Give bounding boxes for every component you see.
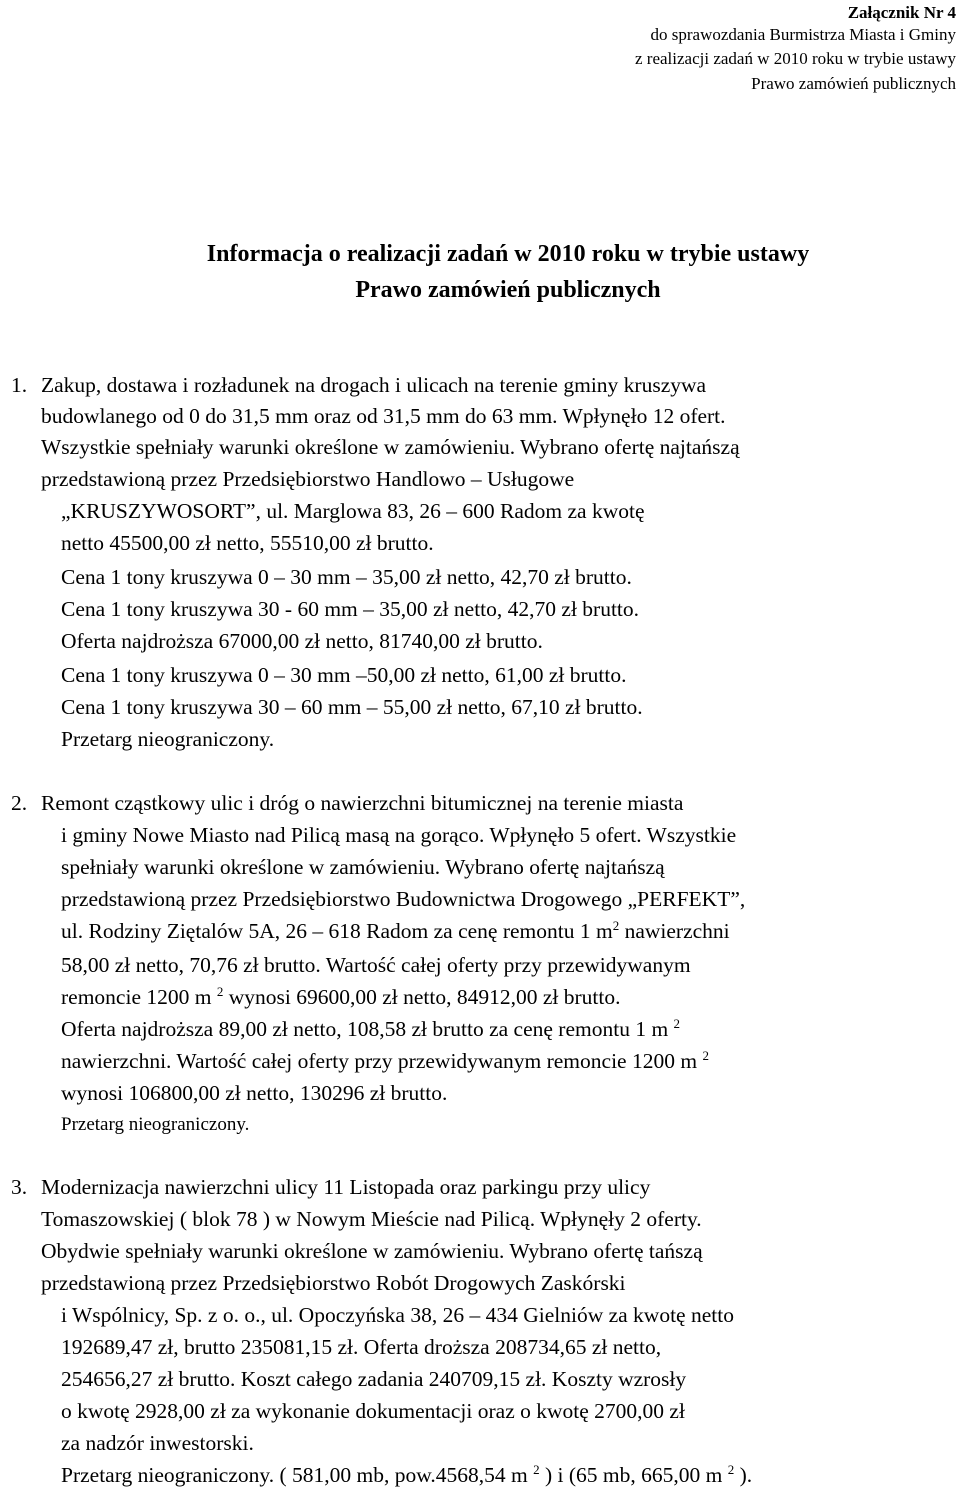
- header-line-3: Prawo zamówień publicznych: [751, 74, 956, 93]
- header-line-1: do sprawozdania Burmistrza Miasta i Gminy: [650, 25, 956, 44]
- annex-label: Załącznik Nr 4: [847, 3, 956, 22]
- section-2-line-9: [61, 1048, 709, 1074]
- section-2-line-6: 58,00 zł netto, 70,76 zł brutto. Wartość całej oferty przy przewidywanym: [61, 953, 691, 977]
- section-2-line-5: [61, 918, 730, 944]
- section-1-line-8: Cena 1 tony kruszywa 30 - 60 mm – 35,00 zł netto, 42,70 zł brutto.: [61, 597, 640, 621]
- section-1-line-9: Oferta najdroższa 67000,00 zł netto, 81740,00 zł brutto.: [61, 629, 543, 653]
- section-3-line-10-mid: ) i (65 mb, 665,00 m: [539, 1463, 723, 1487]
- section-2-line-8-text: Oferta najdroższa 89,00 zł netto, 108,58 zł brutto za cenę remontu 1 m: [61, 1017, 669, 1041]
- section-3-line-2: Tomaszowskiej ( blok 78 ) w Nowym Mieście nad Pilicą. Wpłynęły 2 oferty.: [41, 1207, 702, 1231]
- section-3-line-1: Modernizacja nawierzchni ulicy 11 Listopada oraz parkingu przy ulicy: [41, 1175, 651, 1199]
- superscript-2: 2: [727, 1462, 735, 1477]
- section-3-line-9: za nadzór inwestorski.: [61, 1431, 254, 1455]
- superscript-2: 2: [702, 1048, 709, 1063]
- superscript-2: 2: [612, 918, 620, 933]
- section-3-line-3: Obydwie spełniały warunki określone w zamówieniu. Wybrano ofertę tańszą: [41, 1239, 703, 1263]
- section-2-line-2: i gminy Nowe Miasto nad Pilicą masą na gorąco. Wpłynęło 5 ofert. Wszystkie: [61, 823, 737, 847]
- section-2-line-8: [61, 1016, 680, 1042]
- section-1-line-7: Cena 1 tony kruszywa 0 – 30 mm – 35,00 zł netto, 42,70 zł brutto.: [61, 565, 632, 589]
- section-3-line-10-tail: ).: [734, 1463, 753, 1487]
- section-3-line-5: i Wspólnicy, Sp. z o. o., ul. Opoczyńska 38, 26 – 434 Gielniów za kwotę netto: [61, 1303, 734, 1327]
- header-line-2: z realizacji zadań w 2010 roku w trybie ustawy: [635, 49, 956, 68]
- section-1-line-2: budowlanego od 0 do 31,5 mm oraz od 31,5 mm do 63 mm. Wpłynęło 12 ofert.: [41, 404, 726, 428]
- section-2-line-5-tail: nawierzchni: [624, 919, 730, 943]
- section-2-line-7-tail: wynosi 69600,00 zł netto, 84912,00 zł brutto.: [228, 985, 621, 1009]
- superscript-2: 2: [673, 1016, 681, 1031]
- section-2-line-5-text: ul. Rodziny Ziętalów 5A, 26 – 618 Radom za cenę remontu 1 m: [61, 919, 613, 943]
- section-2-line-11: Przetarg nieograniczony.: [61, 1114, 250, 1135]
- section-2-line-1: Remont cząstkowy ulic i dróg o nawierzchni bitumicznej na terenie miasta: [41, 791, 684, 815]
- section-1-line-6: netto 45500,00 zł netto, 55510,00 zł brutto.: [61, 531, 434, 555]
- section-1-number: 1.: [11, 373, 28, 397]
- section-1-line-10: Cena 1 tony kruszywa 0 – 30 mm –50,00 zł netto, 61,00 zł brutto.: [61, 663, 627, 687]
- section-2-line-10: wynosi 106800,00 zł netto, 130296 zł brutto.: [61, 1081, 448, 1105]
- section-2-number: 2.: [11, 791, 28, 815]
- section-3-line-7: 254656,27 zł brutto. Koszt całego zadania 240709,15 zł. Koszty wzrosły: [61, 1367, 687, 1391]
- page-subtitle: Prawo zamówień publicznych: [355, 277, 661, 303]
- section-2-line-4: przedstawioną przez Przedsiębiorstwo Budownictwa Drogowego „PERFEKT”,: [61, 887, 746, 911]
- section-2-line-9-text: nawierzchni. Wartość całej oferty przy przewidywanym remoncie 1200 m: [61, 1049, 698, 1073]
- section-3-line-8: o kwotę 2928,00 zł za wykonanie dokumentacji oraz o kwotę 2700,00 zł: [61, 1399, 685, 1423]
- section-1-line-1: Zakup, dostawa i rozładunek na drogach i ulicach na terenie gminy kruszywa: [41, 373, 707, 397]
- section-3-number: 3.: [11, 1175, 28, 1199]
- section-1-line-11: Cena 1 tony kruszywa 30 – 60 mm – 55,00 zł netto, 67,10 zł brutto.: [61, 695, 643, 719]
- section-3-line-4: przedstawioną przez Przedsiębiorstwo Robót Drogowych Zaskórski: [41, 1271, 626, 1295]
- section-2-line-7: [61, 984, 620, 1010]
- section-1-line-5: „KRUSZYWOSORT”, ul. Marglowa 83, 26 – 600 Radom za kwotę: [61, 499, 645, 523]
- section-1-line-12: Przetarg nieograniczony.: [61, 727, 275, 751]
- section-3-line-10-text: Przetarg nieograniczony. ( 581,00 mb, pow.4568,54 m: [61, 1463, 528, 1487]
- section-2-line-3: spełniały warunki określone w zamówieniu. Wybrano ofertę najtańszą: [61, 855, 665, 879]
- superscript-2: 2: [533, 1462, 540, 1477]
- section-3-line-10: [61, 1462, 752, 1488]
- section-1-line-3: Wszystkie spełniały warunki określone w zamówieniu. Wybrano ofertę najtańszą: [41, 435, 740, 459]
- superscript-2: 2: [216, 984, 224, 999]
- section-3-line-6: 192689,47 zł, brutto 235081,15 zł. Oferta droższa 208734,65 zł netto,: [61, 1335, 662, 1359]
- page-title: Informacja o realizacji zadań w 2010 roku w trybie ustawy: [206, 241, 810, 267]
- section-1-line-4: przedstawioną przez Przedsiębiorstwo Handlowo – Usługowe: [41, 467, 575, 491]
- section-2-line-7-text: remoncie 1200 m: [61, 985, 212, 1009]
